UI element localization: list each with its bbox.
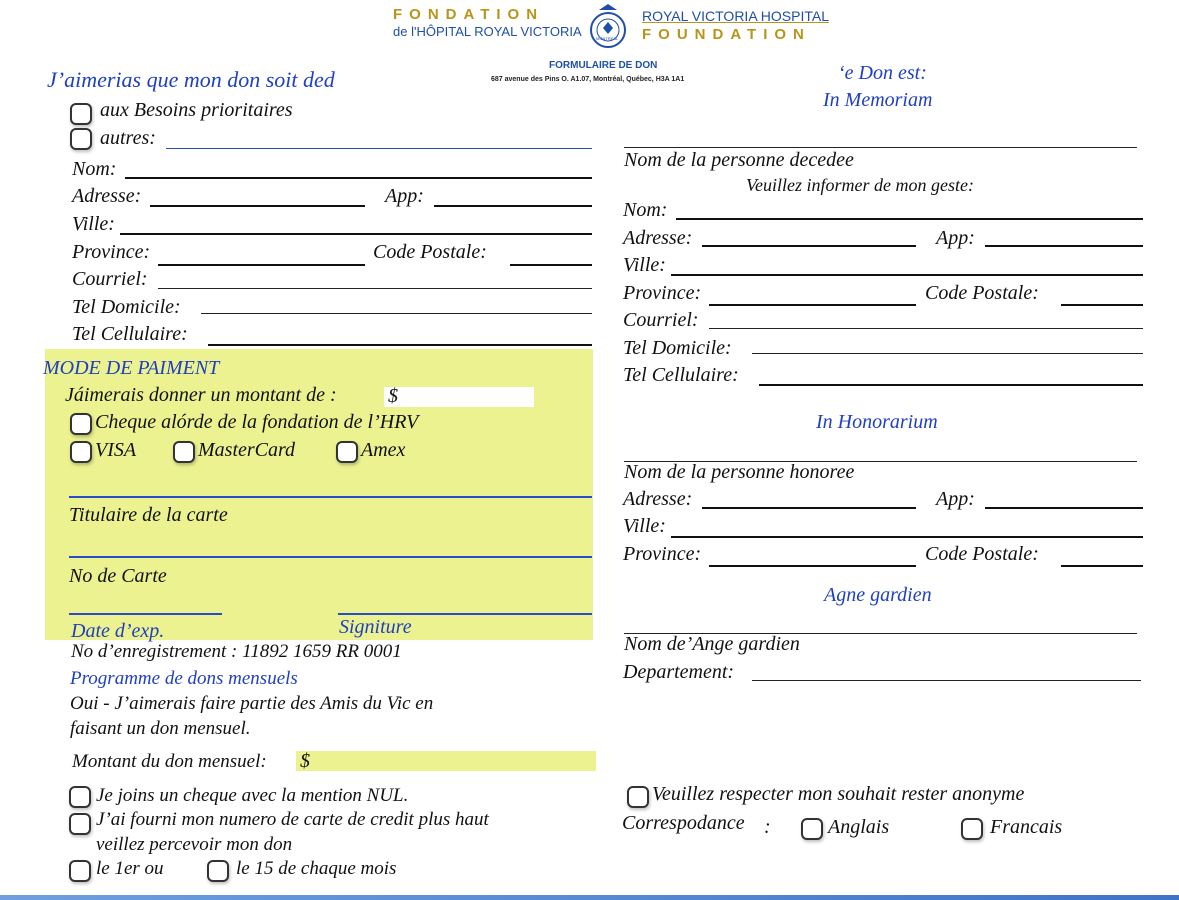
visa-label: VISA <box>95 439 137 461</box>
expiry-label: Date d’exp. <box>71 620 165 642</box>
honorarium-app-label: App: <box>936 488 975 510</box>
card-number-field[interactable] <box>69 556 592 558</box>
payment-heading: MODE DE PAIMENT <box>43 357 220 379</box>
honorarium-adresse-label: Adresse: <box>623 488 693 510</box>
monthly-card-checkbox[interactable] <box>69 813 91 835</box>
memoriam-tel-cellulaire-field[interactable] <box>759 384 1143 386</box>
donor-ville-field[interactable] <box>120 233 592 235</box>
visa-checkbox[interactable] <box>70 441 92 463</box>
honorarium-code-postale-field[interactable] <box>1061 565 1143 567</box>
donor-nom-field[interactable] <box>125 177 592 179</box>
mastercard-checkbox[interactable] <box>173 441 195 463</box>
fifteenth-of-month-checkbox[interactable] <box>207 860 229 882</box>
amex-checkbox[interactable] <box>336 441 358 463</box>
don-est-heading: ‘e Don est: <box>838 62 927 84</box>
fifteenth-of-month-label: le 15 de chaque mois <box>236 858 397 879</box>
priority-needs-label: aux Besoins prioritaires <box>100 99 293 121</box>
donor-adresse-label: Adresse: <box>72 185 142 207</box>
french-label: Francais <box>990 816 1063 838</box>
monthly-card-label-line2: veillez percevoir mon don <box>96 834 293 855</box>
deceased-name-label: Nom de la personne decedee <box>624 149 854 171</box>
monthly-cheque-label: Je joins un cheque avec la mention NUL. <box>96 785 409 806</box>
memoriam-adresse-label: Adresse: <box>623 227 693 249</box>
memoriam-code-postale-label: Code Postale: <box>925 282 1039 304</box>
honorarium-ville-label: Ville: <box>623 515 666 537</box>
memoriam-province-label: Province: <box>623 282 702 304</box>
honoree-name-label: Nom de la personne honoree <box>624 461 855 483</box>
donor-ville-label: Ville: <box>72 213 115 235</box>
memoriam-ville-label: Ville: <box>623 254 666 276</box>
deceased-name-field[interactable] <box>624 147 1137 148</box>
cardholder-label: Titulaire de la carte <box>69 504 228 526</box>
foundation-name-fr: FONDATION <box>393 6 545 23</box>
ange-departement-label: Departement: <box>623 661 735 683</box>
anonymous-checkbox[interactable] <box>627 786 649 808</box>
memoriam-nom-field[interactable] <box>676 218 1143 220</box>
mastercard-label: MasterCard <box>198 439 296 461</box>
payment-amount-input[interactable] <box>384 387 534 407</box>
donor-code-postale-field[interactable] <box>510 264 592 266</box>
honorarium-heading: In Honorarium <box>816 411 938 433</box>
donor-tel-cellulaire-label: Tel Cellulaire: <box>72 323 188 345</box>
donor-adresse-field[interactable] <box>150 205 365 207</box>
memoriam-adresse-field[interactable] <box>702 245 916 247</box>
ange-name-label: Nom de’Ange gardien <box>624 633 800 655</box>
memoriam-app-field[interactable] <box>985 245 1143 247</box>
bottom-edge-bar <box>0 895 1179 900</box>
memoriam-tel-cellulaire-label: Tel Cellulaire: <box>623 364 739 386</box>
memoriam-heading: In Memoriam <box>823 89 933 111</box>
honorarium-adresse-field[interactable] <box>702 507 916 509</box>
donor-province-field[interactable] <box>158 264 365 266</box>
expiry-field[interactable] <box>69 613 222 615</box>
memoriam-app-label: App: <box>936 227 975 249</box>
first-of-month-checkbox[interactable] <box>69 860 91 882</box>
monthly-heading: Programme de dons mensuels <box>70 668 298 689</box>
donor-tel-cellulaire-field[interactable] <box>208 344 592 346</box>
anonymous-label: Veuillez respecter mon souhait rester anonyme <box>652 783 1025 805</box>
ange-heading: Agne gardien <box>824 584 932 606</box>
honorarium-province-label: Province: <box>623 543 702 565</box>
memoriam-tel-domicile-field[interactable] <box>752 353 1143 354</box>
ange-departement-field[interactable] <box>752 680 1141 681</box>
cheque-label: Cheque alórde de la fondation de l’HRV <box>95 411 419 433</box>
donor-province-label: Province: <box>72 241 151 263</box>
donor-tel-domicile-label: Tel Domicile: <box>72 296 181 318</box>
memoriam-province-field[interactable] <box>709 304 916 306</box>
honorarium-app-field[interactable] <box>985 507 1143 509</box>
cheque-checkbox[interactable] <box>70 413 92 435</box>
donor-courriel-label: Courriel: <box>72 268 148 290</box>
memoriam-tel-domicile-label: Tel Domicile: <box>623 337 732 359</box>
payment-amount-prefix: $ <box>388 385 398 407</box>
registration-number: No d’enregistrement : 11892 1659 RR 0001 <box>71 641 402 662</box>
donor-courriel-field[interactable] <box>158 288 592 289</box>
form-address: 687 avenue des Pins O. A1.07, Montréal, Québec, H3A 1A1 <box>491 76 685 83</box>
donor-app-label: App: <box>385 185 424 207</box>
donor-tel-domicile-field[interactable] <box>201 313 592 314</box>
signature-label: Signiture <box>339 616 412 638</box>
memoriam-ville-field[interactable] <box>671 274 1143 276</box>
foundation-seal <box>587 2 629 52</box>
monthly-text-line1: Oui - J’aimerais faire partie des Amis du Vic en <box>70 693 434 714</box>
monthly-amount-prefix: $ <box>300 750 310 772</box>
memoriam-courriel-label: Courriel: <box>623 309 699 331</box>
correspondence-label: Correspodance <box>622 812 745 834</box>
foundation-name-en: ROYAL VICTORIA HOSPITAL <box>642 8 829 24</box>
monthly-amount-label: Montant du don mensuel: <box>72 751 267 772</box>
memoriam-nom-label: Nom: <box>623 199 668 221</box>
honorarium-province-field[interactable] <box>709 565 916 567</box>
form-title: FORMULAIRE DE DON <box>549 60 658 71</box>
donor-app-field[interactable] <box>434 205 592 207</box>
donor-nom-label: Nom: <box>72 158 117 180</box>
foundation-subname-en: FOUNDATION <box>642 26 811 43</box>
correspondence-colon: : <box>764 816 771 838</box>
signature-field[interactable] <box>338 613 592 615</box>
other-checkbox[interactable] <box>70 128 92 150</box>
monthly-amount-input[interactable] <box>296 751 596 771</box>
honorarium-code-postale-label: Code Postale: <box>925 543 1039 565</box>
payment-amount-label: Jáimerais donner un montant de : <box>65 384 337 406</box>
inform-label: Veuillez informer de mon geste: <box>746 175 974 195</box>
card-number-label: No de Carte <box>69 565 167 587</box>
other-label: autres: <box>100 127 156 149</box>
foundation-subname-fr: de l'HÔPITAL ROYAL VICTORIA <box>393 24 582 39</box>
first-of-month-label: le 1er ou <box>96 858 164 879</box>
priority-needs-checkbox[interactable] <box>70 103 92 125</box>
memoriam-courriel-field[interactable] <box>709 328 1143 329</box>
monthly-card-label-line1: J’ai fourni mon numero de carte de credit plus haut <box>96 809 489 830</box>
amex-label: Amex <box>361 439 406 461</box>
honorarium-ville-field[interactable] <box>671 536 1143 538</box>
donor-code-postale-label: Code Postale: <box>373 241 487 263</box>
monthly-text-line2: faisant un don mensuel. <box>70 718 251 739</box>
cardholder-field[interactable] <box>69 496 592 498</box>
english-label: Anglais <box>828 816 890 838</box>
memoriam-code-postale-field[interactable] <box>1061 304 1143 306</box>
seal-text: MONTREAL <box>596 36 619 41</box>
other-field[interactable] <box>166 148 592 149</box>
dedication-heading: J’aimerias que mon don soit ded <box>47 67 335 92</box>
french-checkbox[interactable] <box>961 818 983 840</box>
monthly-cheque-checkbox[interactable] <box>69 786 91 808</box>
english-checkbox[interactable] <box>801 818 823 840</box>
